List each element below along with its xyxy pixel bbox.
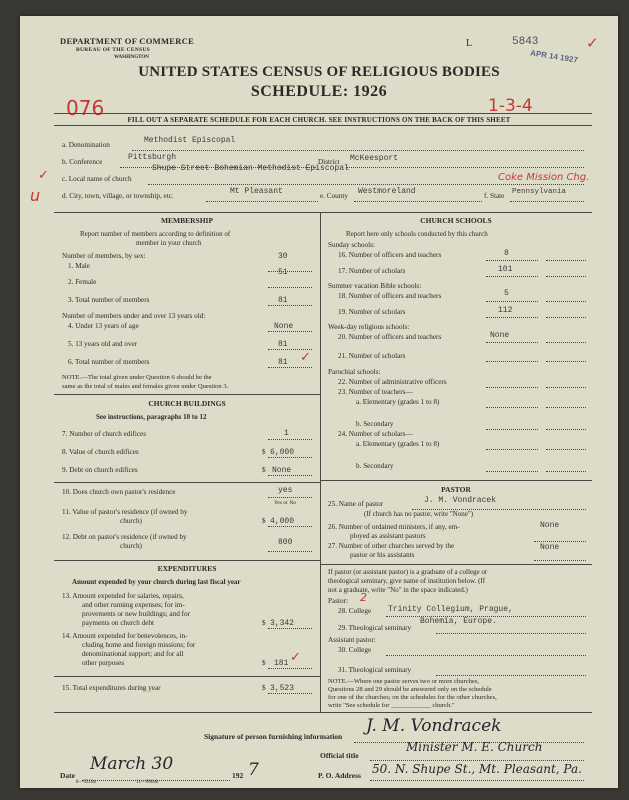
bureau-label: BUREAU OF THE CENSUS	[76, 47, 151, 53]
q22-label: 22. Number of administrative officers	[338, 378, 447, 386]
city-value: Mt Pleasant	[230, 187, 283, 196]
q15-dollar: $	[262, 684, 266, 692]
graduate-note-3: not a graduate, write "No" in the space indicated.)	[328, 586, 468, 594]
q24b-label: b. Secondary	[356, 462, 394, 470]
serial-number: 5843	[512, 36, 539, 48]
district-label: District	[318, 158, 340, 166]
q8-dollar: $	[262, 448, 266, 456]
q31-label: 31. Theological seminary	[338, 666, 412, 674]
graduate-note-2: theological seminary, give name of institution below. (If	[328, 577, 486, 585]
po-address-value: 50. N. Shupe St., Mt. Pleasant, Pa.	[372, 762, 582, 776]
q29-label: 29. Theological seminary	[338, 624, 412, 632]
local-name-note: Coke Mission Chg.	[498, 172, 590, 183]
q14-label-1: 14. Amount expended for benevolences, in-	[62, 632, 188, 640]
q4-label: 4. Under 13 years of age	[68, 322, 139, 330]
pastor-note-3: for one of the churches; on the schedules for the other churches,	[328, 694, 497, 701]
yes-no-hint: Yes or No	[274, 500, 297, 506]
check-mark-q14: ✓	[290, 650, 301, 665]
date-label: Date	[60, 771, 75, 780]
q12-label-2: church)	[120, 542, 142, 550]
pastor-note-1: NOTE.—Where one pastor serves two or more churches,	[328, 678, 480, 685]
q18-value: 5	[504, 289, 509, 298]
q10-value: yes	[278, 486, 293, 495]
county-value: Westmoreland	[358, 187, 416, 196]
buildings-sub: See instructions, paragraphs 10 to 12	[96, 413, 207, 421]
q19-value: 112	[498, 306, 513, 315]
q24-label: 24. Number of scholars—	[338, 430, 413, 438]
q14-label-3: denominational support; and for all	[82, 650, 184, 658]
q4-value: None	[274, 322, 294, 331]
form-number: 8—5518a	[76, 780, 96, 785]
pastor-mark: 2	[360, 591, 367, 604]
q26-value: None	[540, 521, 560, 530]
sunday-label: Sunday schools:	[328, 241, 375, 249]
q25-value: J. M. Vondracek	[424, 496, 497, 505]
q12-label-1: 12. Debt on pastor's residence (if owned by	[62, 533, 187, 541]
po-address-label: P. O. Address	[318, 771, 361, 780]
q11-label-1: 11. Value of pastor's residence (if owned by	[62, 508, 188, 516]
q25-label: 25. Name of pastor	[328, 500, 384, 508]
q11-dollar: $	[262, 517, 266, 525]
membership-intro-2: member in your church	[136, 239, 202, 247]
q10-label: 10. Does church own pastor's residence	[62, 488, 176, 496]
local-name-value: Shupe Street Bohemian Methodist Episcopal	[152, 164, 349, 173]
q13-value: 3,342	[270, 619, 295, 628]
county-label: e. County	[320, 192, 348, 200]
q21-label: 21. Number of scholars	[338, 352, 406, 360]
signature-value: J. M. Vondracek	[366, 716, 502, 736]
state-label: f. State	[484, 192, 505, 200]
date-value: March 30	[90, 754, 174, 774]
pastor-note-2: Questions 28 and 29 should be answered only on the schedule	[328, 686, 492, 693]
q3-label: 3. Total number of members	[68, 296, 150, 304]
q23b-label: b. Secondary	[356, 420, 394, 428]
q27-value: None	[540, 543, 560, 552]
q26-label-1: 26. Number of ordained ministers, if any, em-	[328, 523, 460, 531]
state-value: Pennsylvania	[512, 188, 567, 196]
official-title-label: Official title	[320, 751, 359, 760]
district-value: McKeesport	[350, 154, 399, 163]
expenditures-sub: Amount expended by your church during last fiscal year	[72, 578, 241, 586]
membership-note-2: same as the total of males and females given under Question 3.	[62, 383, 229, 390]
parochial-label: Parochial schools:	[328, 368, 381, 376]
form-number-2: 11—9064b	[136, 780, 159, 785]
q14-dollar: $	[262, 659, 266, 667]
q26-label-2: ployed as assistant pastors	[350, 532, 426, 540]
by-sex-label: Number of members, by sex:	[62, 252, 146, 260]
year-digit: 7	[248, 760, 259, 780]
local-name-label: c. Local name of church	[62, 175, 132, 183]
q6-value: 81	[278, 358, 288, 367]
received-date-stamp: APR 14 1927	[529, 48, 579, 65]
q11-label-2: church)	[120, 517, 142, 525]
check-mark-top: ✓	[586, 34, 599, 52]
q3-value: 81	[278, 296, 288, 305]
q1-label: 1. Male	[68, 262, 90, 270]
q14-label-4: other purposes	[82, 659, 125, 667]
official-title-value: Minister M. E. Church	[406, 740, 543, 754]
q16-label: 16. Number of officers and teachers	[338, 251, 442, 259]
city-label: d. City, town, village, or township, etc.	[62, 192, 174, 200]
q16-value: 8	[504, 249, 509, 258]
q24a-label: a. Elementary (grades 1 to 8)	[356, 440, 440, 448]
schedule-title: SCHEDULE: 1926	[250, 83, 388, 100]
q9-dollar: $	[262, 466, 266, 474]
schools-sub: Report here only schools conducted by this church	[346, 230, 488, 238]
q29-value: Bohemia, Europe.	[420, 617, 497, 626]
q13-label-1: 13. Amount expended for salaries, repairs,	[62, 592, 184, 600]
q5-value: 81	[278, 340, 288, 349]
q11-value: 4,000	[270, 517, 295, 526]
signature-label: Signature of person furnishing information	[204, 732, 343, 741]
membership-note-1: NOTE.—The total given under Question 6 should be the	[62, 374, 212, 381]
q7-value: 1	[284, 429, 289, 438]
q7-label: 7. Number of church edifices	[62, 430, 147, 438]
q27-label-1: 27. Number of other churches served by the	[328, 542, 455, 550]
q8-value: 6,000	[270, 448, 295, 457]
conference-value: Pittsburgh	[128, 153, 177, 162]
q30-label: 30. College	[338, 646, 372, 654]
q13-label-4: payments on church debt	[82, 619, 155, 627]
pastor-heading: PASTOR	[441, 485, 471, 494]
corner-letter: L	[466, 38, 473, 49]
q15-label: 15. Total expenditures during year	[62, 684, 161, 692]
census-schedule-sheet	[20, 16, 618, 788]
schools-heading: CHURCH SCHOOLS	[420, 216, 492, 225]
weekday-label: Week-day religious schools:	[328, 323, 410, 331]
form-title: UNITED STATES CENSUS OF RELIGIOUS BODIES	[138, 64, 500, 80]
q23-label: 23. Number of teachers—	[338, 388, 413, 396]
q12-value: 800	[278, 538, 293, 547]
age-intro-label: Number of members under and over 13 years old:	[62, 312, 206, 320]
code-number-left: 076	[66, 96, 105, 120]
expenditures-heading: EXPENDITURES	[157, 564, 217, 573]
buildings-heading: CHURCH BUILDINGS	[148, 399, 226, 408]
q18-label: 18. Number of officers and teachers	[338, 292, 442, 300]
q20-label: 20. Number of officers and teachers	[338, 333, 442, 341]
q17-label: 17. Number of scholars	[338, 267, 406, 275]
q13-label-2: and other running expenses; for im-	[82, 601, 185, 609]
conference-label: b. Conference	[62, 158, 103, 166]
q17-value: 101	[498, 265, 513, 274]
q9-value: None	[272, 466, 292, 475]
q6-label: 6. Total number of members	[68, 358, 150, 366]
q5-label: 5. 13 years old and over	[68, 340, 138, 348]
assistant-label: Assistant pastor:	[328, 636, 376, 644]
q1-value: 30	[278, 252, 288, 261]
q27-label-2: pastor or his assistants	[350, 551, 415, 559]
department-label: DEPARTMENT OF COMMERCE	[60, 36, 195, 46]
q13-dollar: $	[262, 619, 266, 627]
q25-note: (If church has no pastor, write "None")	[364, 510, 474, 518]
membership-heading: MEMBERSHIP	[160, 216, 214, 225]
check-mark-local: ✓	[38, 168, 49, 183]
q14-label-2: cluding home and foreign missions; for	[82, 641, 196, 649]
code-number-right: 1-3-4	[488, 96, 533, 116]
q15-value: 3,523	[270, 684, 295, 693]
margin-mark: u	[30, 186, 41, 205]
pastor-note-4: write "See schedule for ____________ church."	[328, 702, 455, 709]
summer-label: Summer vacation Bible schools:	[328, 282, 422, 290]
year-prefix: 192	[232, 771, 244, 780]
q2-value: 51	[278, 268, 288, 277]
graduate-note-1: If pastor (or assistant pastor) is a graduate of a college or	[328, 568, 488, 576]
pastor-sub-label: Pastor:	[328, 597, 348, 605]
q20-value: None	[490, 331, 510, 340]
check-mark-q6: ✓	[300, 350, 311, 365]
q9-label: 9. Debt on church edifices	[62, 466, 138, 474]
denomination-label: a. Denomination	[62, 141, 110, 149]
q23a-label: a. Elementary (grades 1 to 8)	[356, 398, 440, 406]
q13-label-3: provements or new buildings; and for	[82, 610, 190, 618]
q19-label: 19. Number of scholars	[338, 308, 406, 316]
q8-label: 8. Value of church edifices	[62, 448, 139, 456]
q14-value: 181	[274, 659, 289, 668]
city-label: WASHINGTON	[114, 55, 149, 60]
q28-label: 28. College	[338, 607, 372, 615]
membership-intro-1: Report number of members according to definition of	[80, 230, 231, 238]
q2-label: 2. Female	[68, 278, 97, 286]
q28-value: Trinity Collegium, Prague,	[388, 605, 513, 614]
fill-instructions: FILL OUT A SEPARATE SCHEDULE FOR EACH CHURCH. SEE INSTRUCTIONS ON THE BACK OF THIS SHEET	[127, 116, 511, 124]
denomination-value: Methodist Episcopal	[144, 136, 236, 145]
